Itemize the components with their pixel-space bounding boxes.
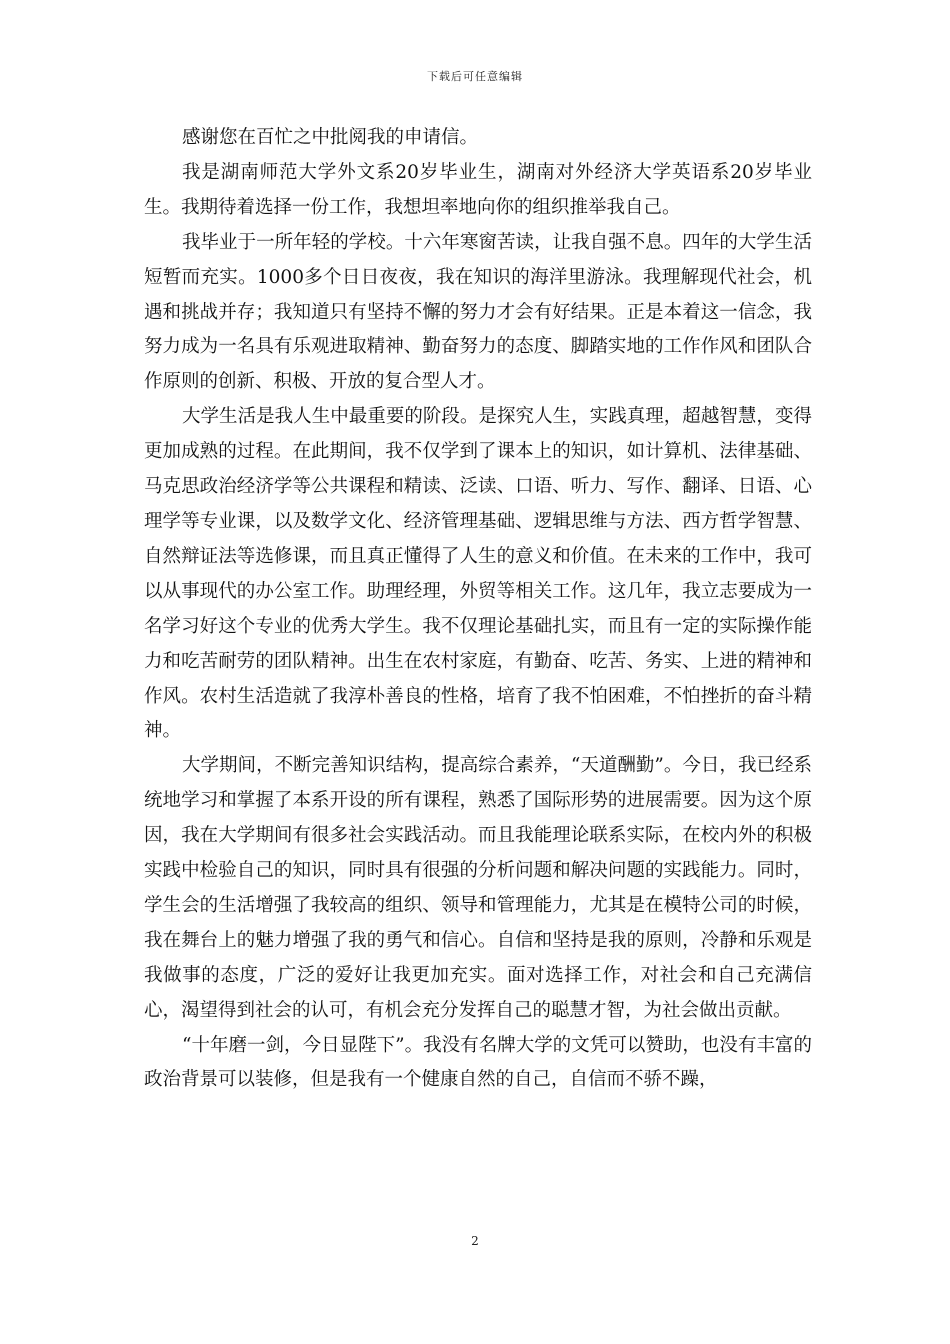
page-number: 2: [471, 1234, 479, 1248]
paragraph: 大学生活是我人生中最重要的阶段。是探究人生，实践真理，超越智慧，变得更加成熟的过程。在此期间，我不仅学到了课本上的知识，如计算机、法律基础、马克思政治经济学等公共课程和精读、泛读、口语、听力、写作、翻译、日语、心理学等专业课，以及数学文化、经济管理基础、逻辑思维与方法、西方哲学智慧、自然辩证法等选修课，而且真正懂得了人生的意义和价值。在未来的工作中，我可以从事现代的办公室工作。助理经理，外贸等相关工作。这几年，我立志要成为一名学习好这个专业的优秀大学生。我不仅理论基础扎实，而且有一定的实际操作能力和吃苦耐劳的团队精神。出生在农村家庭，有勤奋、吃苦、务实、上进的精神和作风。农村生活造就了我淳朴善良的性格，培育了我不怕困难，不怕挫折的奋斗精神。: [144, 406, 812, 742]
document-body: [144, 121, 812, 1098]
paragraph: 我毕业于一所年轻的学校。十六年寒窗苦读，让我自强不息。四年的大学生活短暂而充实。1000多个日日夜夜，我在知识的海洋里游泳。我理解现代社会，机遇和挑战并存；我知道只有坚持不懈的努力才会有好结果。正是本着这一信念，我努力成为一名具有乐观进取精神、勤奋努力的态度、脚踏实地的工作作风和团队合作原则的创新、积极、开放的复合型人才。: [144, 231, 812, 393]
paragraph: 我是湖南师范大学外文系20岁毕业生，湖南对外经济大学英语系20岁毕业生。我期待着选择一份工作，我想坦率地向你的组织推举我自己。: [144, 161, 812, 218]
paragraph: “十年磨一剑，今日显陛下”。我没有名牌大学的文凭可以赞助，也没有丰富的政治背景可以装修，但是我有一个健康自然的自己，自信而不骄不躁，: [144, 1034, 812, 1091]
paragraph: 大学期间，不断完善知识结构，提高综合素养，“天道酬勤”。今日，我已经系统地学习和掌握了本系开设的所有课程，熟悉了国际形势的进展需要。因为这个原因，我在大学期间有很多社会实践活动。而且我能理论联系实际，在校内外的积极实践中检验自己的知识，同时具有很强的分析问题和解决问题的实践能力。同时，学生会的生活增强了我较高的组织、领导和管理能力，尤其是在模特公司的时候，我在舞台上的魅力增强了我的勇气和信心。自信和坚持是我的原则，冷静和乐观是我做事的态度，广泛的爱好让我更加充实。面对选择工作，对社会和自己充满信心，渴望得到社会的认可，有机会充分发挥自己的聪慧才智，为社会做出贡献。: [144, 755, 812, 1021]
page-header: 下载后可任意编辑: [427, 70, 523, 83]
paragraph: 感谢您在百忙之中批阅我的申请信。: [182, 127, 479, 148]
